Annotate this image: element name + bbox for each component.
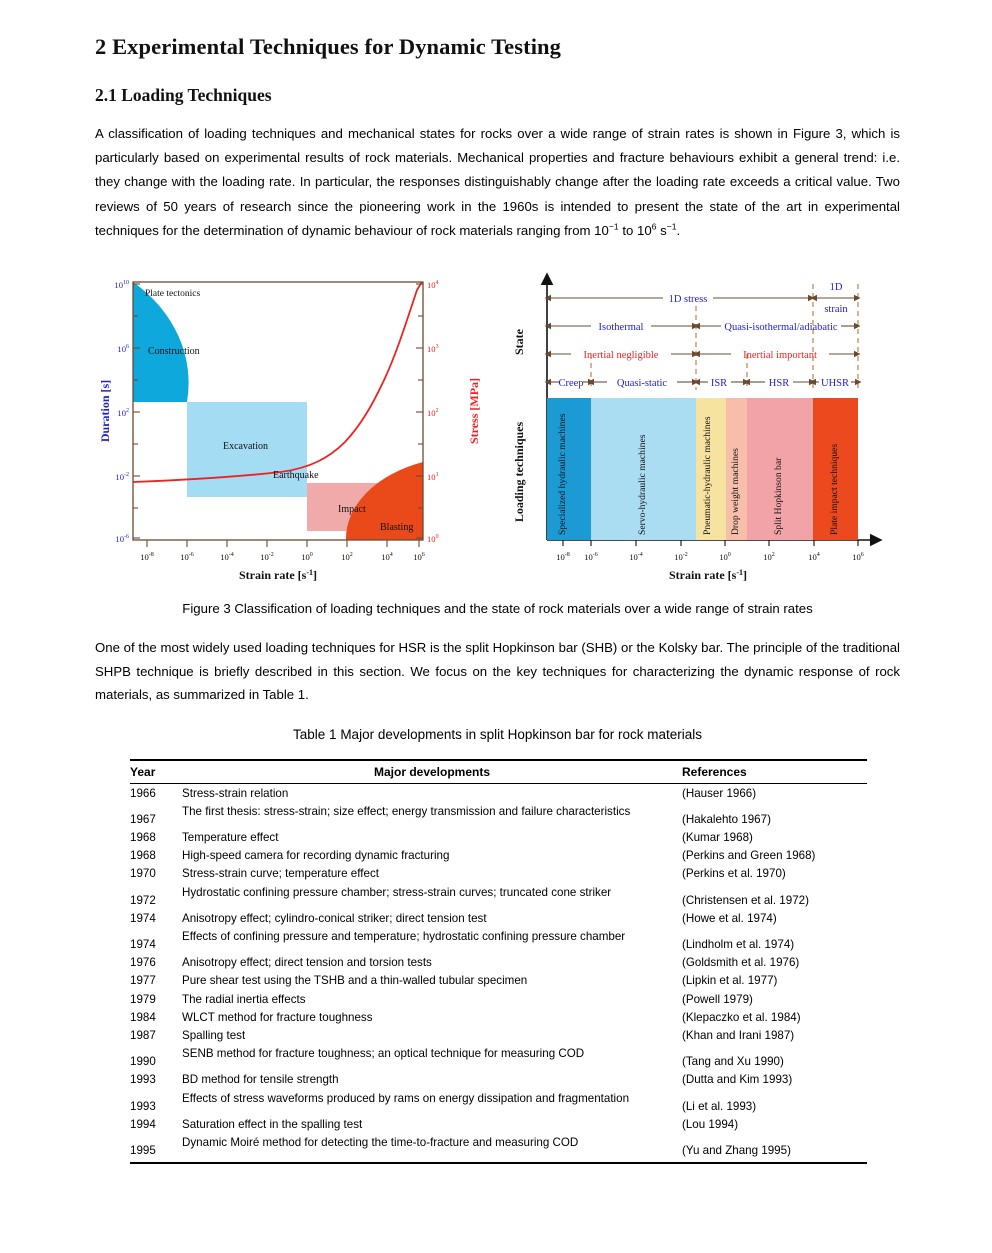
cell-year: 1987 xyxy=(130,1028,156,1042)
cell-reference: (Dutta and Kim 1993) xyxy=(682,1073,793,1087)
cell-year: 1966 xyxy=(130,786,156,800)
cell-year: 1968 xyxy=(130,849,156,863)
table-row xyxy=(130,909,867,927)
cell-major-development: Pure shear test using the TSHB and a thin-walled tubular specimen xyxy=(182,974,528,988)
loading-techniques-axis-title: Loading techniques xyxy=(512,421,526,523)
y-axis-left-labels xyxy=(114,280,129,544)
cell-reference: (Tang and Xu 1990) xyxy=(682,1055,784,1069)
y-axis-right-title: Stress [MPa] xyxy=(467,377,481,445)
cell-major-development: High-speed camera for recording dynamic fracturing xyxy=(182,849,450,863)
cell-major-development: WLCT method for fracture toughness xyxy=(182,1010,373,1024)
x-axis-labels-right xyxy=(556,552,864,562)
column-header-references: References xyxy=(682,761,867,784)
cell-reference: (Goldsmith et al. 1976) xyxy=(682,956,800,970)
x-axis-ticks xyxy=(147,540,419,547)
table-row xyxy=(130,954,867,972)
table-row xyxy=(130,1045,867,1071)
state-label-1d-strain-line2: strain xyxy=(824,304,848,315)
cell-year: 1967 xyxy=(130,812,156,826)
svg-text:10-2: $10^{-2}$ xyxy=(260,552,274,562)
state-label-1d-stress: 1D stress xyxy=(668,294,708,305)
cell-year: 1990 xyxy=(130,1055,156,1069)
table-row xyxy=(130,1089,867,1115)
cell-year: 1970 xyxy=(130,867,156,881)
paragraph-intro-text-d: . xyxy=(676,222,681,238)
state-label-1d-strain-line1: 1D xyxy=(829,282,843,293)
cell-reference: (Lindholm et al. 1974) xyxy=(682,937,795,951)
x-axis-title-right: Strain rate $[s^{-1}]$ xyxy=(669,568,747,582)
state-label-isothermal: Isothermal xyxy=(598,322,644,333)
svg-text:10-4: $10^{-4}$ xyxy=(629,552,643,562)
state-label-isr: ISR xyxy=(710,378,728,389)
x-axis-ticks-right xyxy=(563,540,858,546)
svg-text:10-2: $10^{-2}$ xyxy=(674,552,688,562)
cell-major-development: SENB method for fracture toughness; an optical technique for measuring COD xyxy=(182,1047,585,1061)
cell-reference: (Li et al. 1993) xyxy=(682,1099,757,1113)
x-axis-title: Strain rate $[s^{-1}]$ xyxy=(239,568,317,582)
table-row xyxy=(130,883,867,909)
table-row xyxy=(130,1115,867,1133)
cell-reference: (Howe et al. 1974) xyxy=(682,911,777,925)
paragraph-intro-text-a: A classification of loading techniques and mechanical states for rocks over a wide range of strain rates is shown in Figure 3, which is particularly based on experimental results of rock materials. Mechanical properties and fracture behaviours exhibit a general trend: i.e. they change with the loading rate. In particular, the responses distinguishably change after the loading rate exceeds a critical value. Two reviews of 50 years of research since the pioneering work in the 1960s is intended to present the state of the art in experimental techniques for the determination of dynamic behaviour of rock materials ranging from 10 xyxy=(95,126,900,238)
svg-text:106: $10^6$ xyxy=(117,344,129,354)
table-header xyxy=(130,760,867,784)
cell-year: 1984 xyxy=(130,1010,156,1024)
state-label-quasi-static: Quasi-static xyxy=(616,378,668,389)
band-label-drop-weight-machines: Drop weight machines xyxy=(730,448,741,535)
band-label-split-hopkinson-bar: Split Hopkinson bar xyxy=(773,457,784,535)
table-row xyxy=(130,1133,867,1163)
state-label-inertial-important: Inertial important xyxy=(743,350,817,361)
cell-year: 1974 xyxy=(130,911,156,925)
cell-reference: (Kumar 1968) xyxy=(682,830,753,844)
cell-year: 1993 xyxy=(130,1073,156,1087)
state-label-creep: Creep xyxy=(558,378,584,389)
cell-major-development: Stress-strain relation xyxy=(182,786,289,800)
cell-reference: (Perkins and Green 1968) xyxy=(682,849,816,863)
table-caption: Table 1 Major developments in split Hopkinson bar for rock materials xyxy=(293,727,702,742)
chart-duration-vs-strain-rate xyxy=(95,272,490,590)
exponent-six: 6 xyxy=(651,221,657,232)
table-row xyxy=(130,1071,867,1089)
cell-major-development: Anisotropy effect; cylindro-conical striker; direct tension test xyxy=(182,911,487,925)
table-row xyxy=(130,927,867,953)
table-row xyxy=(130,802,867,828)
svg-text:10-4: $10^{-4}$ xyxy=(220,552,234,562)
subsection-heading: 2.1 Loading Techniques xyxy=(95,85,272,105)
state-label-hsr: HSR xyxy=(768,378,790,389)
region-label-plate-tectonics: Plate tectonics xyxy=(145,289,201,299)
cell-major-development: Effects of stress waveforms produced by rams on energy dissipation and fragmentation xyxy=(182,1091,630,1105)
svg-text:10-6: $10^{-6}$ xyxy=(115,534,129,544)
table-row xyxy=(130,1026,867,1044)
x-axis-labels xyxy=(140,552,425,562)
svg-text:103: $10^3$ xyxy=(427,344,439,354)
svg-text:1010: $10^{10}$ xyxy=(114,280,129,290)
table-row xyxy=(130,828,867,846)
region-label-impact: Impact xyxy=(338,504,366,515)
region-label-construction: Construction xyxy=(148,346,200,357)
svg-text:102: $10^2$ xyxy=(117,408,129,418)
svg-text:104: $10^4$ xyxy=(808,552,820,562)
svg-text:104: $10^4$ xyxy=(427,280,439,290)
state-axis-title: State xyxy=(512,329,526,355)
exponent-minus-one-2: −1 xyxy=(666,221,677,232)
svg-text:106: $10^6$ xyxy=(413,552,425,562)
band-label-servo-hydraulic-machines: Servo-hydraulic machines xyxy=(637,434,648,535)
svg-text:10-6: $10^{-6}$ xyxy=(584,552,598,562)
table-header-row xyxy=(130,761,867,784)
cell-year: 1993 xyxy=(130,1099,156,1113)
cell-major-development: BD method for tensile strength xyxy=(182,1073,339,1087)
paragraph-intro-text-b: to 10 xyxy=(618,222,652,238)
cell-major-development: The radial inertia effects xyxy=(182,992,306,1006)
figure-caption: Figure 3 Classification of loading techniques and the state of rock materials over a wide range of strain rates xyxy=(182,601,813,616)
svg-text:10-8: $10^{-8}$ xyxy=(556,552,570,562)
svg-text:100: $10^0$ xyxy=(301,552,313,562)
table-row xyxy=(130,990,867,1008)
cell-reference: (Lipkin et al. 1977) xyxy=(682,974,778,988)
paragraph-intro-text-c: s xyxy=(656,222,667,238)
table-row xyxy=(130,865,867,883)
cell-year: 1976 xyxy=(130,956,156,970)
section-heading: 2 Experimental Techniques for Dynamic Testing xyxy=(95,34,562,59)
cell-major-development: Spalling test xyxy=(182,1028,246,1042)
svg-text:102: $10^2$ xyxy=(763,552,775,562)
exponent-minus-one: −1 xyxy=(608,221,619,232)
cell-reference: (Hauser 1966) xyxy=(682,786,757,800)
cell-year: 1968 xyxy=(130,830,156,844)
band-label-pneumatic-hydraulic-machines: Pneumatic-hydraulic machines xyxy=(702,416,713,535)
cell-reference: (Hakalehto 1967) xyxy=(682,812,771,826)
state-dashed-dividers xyxy=(591,284,858,390)
state-label-uhsr: UHSR xyxy=(820,378,850,389)
cell-year: 1995 xyxy=(130,1133,182,1163)
cell-reference: (Yu and Zhang 1995) xyxy=(682,1133,867,1163)
cell-year: 1977 xyxy=(130,974,156,988)
table-row xyxy=(130,972,867,990)
cell-major-development: Dynamic Moiré method for detecting the time-to-fracture and measuring COD xyxy=(182,1133,682,1163)
cell-reference: (Klepaczko et al. 1984) xyxy=(682,1010,801,1024)
cell-reference: (Khan and Irani 1987) xyxy=(682,1028,795,1042)
cell-year: 1979 xyxy=(130,992,156,1006)
svg-text:100: $10^0$ xyxy=(719,552,731,562)
region-label-blasting: Blasting xyxy=(380,522,414,533)
band-label-specialized-hydraulic-machines: Specialized hydraulic machines xyxy=(557,413,568,535)
cell-major-development: Stress-strain curve; temperature effect xyxy=(182,867,379,881)
svg-text:10-2: $10^{-2}$ xyxy=(115,472,129,482)
svg-text:10-8: $10^{-8}$ xyxy=(140,552,154,562)
table-major-developments xyxy=(130,759,867,1164)
band-specialized-hydraulic-machines xyxy=(547,398,591,540)
svg-text:102: $10^2$ xyxy=(427,408,439,418)
table-row xyxy=(130,1008,867,1026)
svg-text:104: $10^4$ xyxy=(381,552,393,562)
column-header-major-developments: Major developments xyxy=(182,761,682,784)
cell-major-development: Saturation effect in the spalling test xyxy=(182,1117,363,1131)
cell-major-development: Temperature effect xyxy=(182,830,279,844)
cell-major-development: The first thesis: stress-strain; size effect; energy transmission and failure characteristics xyxy=(182,804,631,818)
svg-text:106: $10^6$ xyxy=(852,552,864,562)
paragraph-shpb: One of the most widely used loading techniques for HSR is the split Hopkinson bar (SHB) or the Kolsky bar. The principle of the traditional SHPB technique is briefly described in this section. We focus on the key techniques for characterizing the dynamic response of rock materials, as summarized in Table 1. xyxy=(95,640,900,702)
table-row xyxy=(130,847,867,865)
band-label-plate-impact-techniques: Plate impact techniques xyxy=(829,443,840,535)
svg-text:101: $10^1$ xyxy=(427,472,439,482)
cell-major-development: Anisotropy effect; direct tension and torsion tests xyxy=(182,956,432,970)
cell-reference: (Powell 1979) xyxy=(682,992,753,1006)
chart-state-and-loading-techniques xyxy=(503,272,900,590)
table-body xyxy=(130,784,867,1164)
figure-3 xyxy=(95,272,900,590)
y-axis-left-title: Duration [s] xyxy=(98,379,112,443)
cell-reference: (Christensen et al. 1972) xyxy=(682,893,809,907)
column-header-year: Year xyxy=(130,761,182,784)
y-axis-right-labels xyxy=(427,280,439,544)
region-label-earthquake: Earthquake xyxy=(273,470,319,481)
region-label-excavation: Excavation xyxy=(223,441,268,452)
svg-text:10-6: $10^{-6}$ xyxy=(180,552,194,562)
cell-year: 1974 xyxy=(130,937,156,951)
state-label-inertial-negligible: Inertial negligible xyxy=(583,350,659,361)
table-row xyxy=(130,784,867,803)
svg-text:102: $10^2$ xyxy=(341,552,353,562)
state-label-quasi-isothermal-adiabatic: Quasi-isothermal/adiabatic xyxy=(724,322,838,333)
paragraph-intro xyxy=(95,122,900,243)
cell-year: 1994 xyxy=(130,1117,156,1131)
cell-major-development: Effects of confining pressure and temperature; hydrostatic confining pressure chamber xyxy=(182,929,626,943)
cell-year: 1972 xyxy=(130,893,156,907)
cell-reference: (Lou 1994) xyxy=(682,1117,739,1131)
cell-reference: (Perkins et al. 1970) xyxy=(682,867,786,881)
svg-text:100: $10^0$ xyxy=(427,534,439,544)
cell-major-development: Hydrostatic confining pressure chamber; stress-strain curves; truncated cone striker xyxy=(182,885,612,899)
